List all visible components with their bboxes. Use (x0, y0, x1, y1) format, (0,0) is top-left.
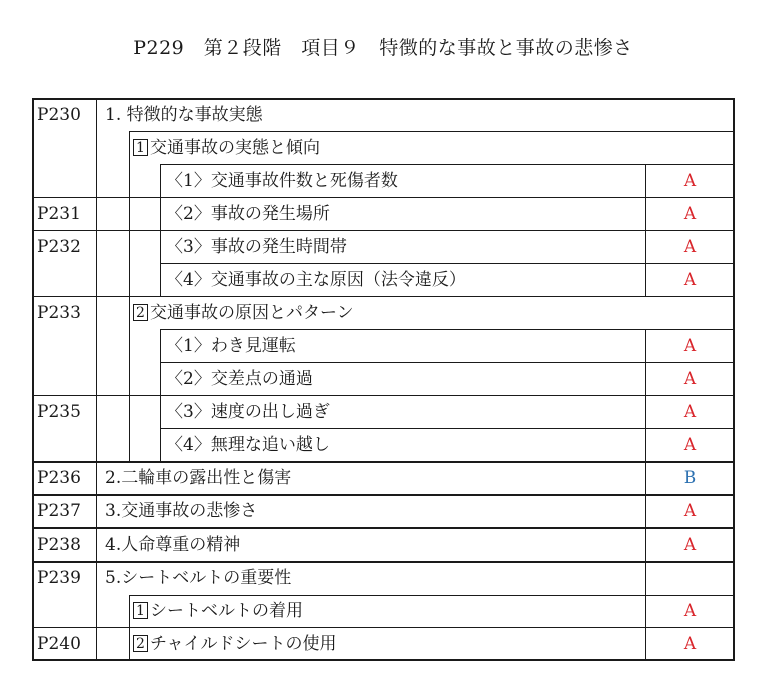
row-line (160, 362, 734, 363)
section-line (33, 561, 734, 563)
page-number: P233 (37, 303, 81, 323)
row-line (160, 164, 734, 165)
section-line (33, 527, 734, 529)
subsection-heading: 2 交通事故の原因とパターン (133, 303, 354, 323)
section-heading: 1. 特徴的な事故実態 (105, 105, 263, 125)
subsection-heading: 2 チャイルドシートの使用 (133, 634, 337, 654)
subsection-number-box: 1 (133, 602, 148, 619)
grade-label: A (683, 204, 697, 224)
row-line (33, 627, 734, 628)
section-heading: 3.交通事故の悲惨さ (105, 501, 258, 521)
section-line (33, 494, 734, 496)
row-line (33, 230, 734, 231)
row-line (129, 595, 734, 596)
grade-label: A (683, 336, 697, 356)
page-title: P229 第２段階 項目９ 特徴的な事故と事故の悲惨さ (133, 37, 633, 59)
subsection-heading: 1 交通事故の実態と傾向 (133, 138, 320, 158)
page-number: P239 (37, 568, 81, 588)
item-label: 〈1〉わき見運転 (166, 336, 296, 356)
grade-label: A (683, 435, 697, 455)
grade-label: A (683, 634, 697, 654)
row-line (160, 428, 734, 429)
page-column-divider (96, 99, 97, 660)
section-heading: 2.二輪車の露出性と傷害 (105, 468, 292, 488)
subsection-number-box: 2 (133, 304, 148, 321)
table-border-right (733, 98, 735, 661)
row-line (33, 296, 734, 297)
grade-label: A (683, 171, 697, 191)
item-label: 〈3〉事故の発生時間帯 (166, 237, 347, 257)
page-number: P230 (37, 105, 81, 125)
row-line (33, 395, 734, 396)
page-number: P237 (37, 501, 81, 521)
page-number: P240 (37, 634, 81, 654)
item-label: 〈4〉無理な追い越し (166, 435, 330, 455)
page-number: P231 (37, 204, 81, 224)
grade-label: A (683, 369, 697, 389)
section-heading: 4.人命尊重の精神 (105, 535, 241, 555)
subsection-number-box: 1 (133, 139, 148, 156)
page-number: P236 (37, 468, 81, 488)
item-label: 〈3〉速度の出し過ぎ (166, 402, 330, 422)
grade-label: A (683, 270, 697, 290)
page-number: P235 (37, 402, 81, 422)
table-border-top (32, 98, 735, 100)
section-heading: 5.シートベルトの重要性 (105, 568, 292, 588)
table-border-left (32, 98, 34, 661)
row-line (160, 263, 734, 264)
grade-label: A (683, 501, 697, 521)
grade-label: A (683, 535, 697, 555)
grade-label: A (683, 601, 697, 621)
item-label: 〈2〉交差点の通過 (166, 369, 313, 389)
row-line (160, 329, 734, 330)
table-border-bottom (32, 659, 735, 661)
row-line (33, 197, 734, 198)
grade-label: A (683, 237, 697, 257)
section-line (33, 461, 734, 463)
item-label: 〈1〉交通事故件数と死傷者数 (166, 171, 398, 191)
page-number: P238 (37, 535, 81, 555)
page-number: P232 (37, 237, 81, 257)
subsection-heading: 1 シートベルトの着用 (133, 601, 303, 621)
grade-label: A (683, 402, 697, 422)
grade-label: B (683, 468, 697, 488)
subsection-number-box: 2 (133, 635, 148, 652)
item-label: 〈4〉交通事故の主な原因（法令違反） (166, 270, 466, 290)
row-line (129, 131, 734, 132)
item-label: 〈2〉事故の発生場所 (166, 204, 330, 224)
